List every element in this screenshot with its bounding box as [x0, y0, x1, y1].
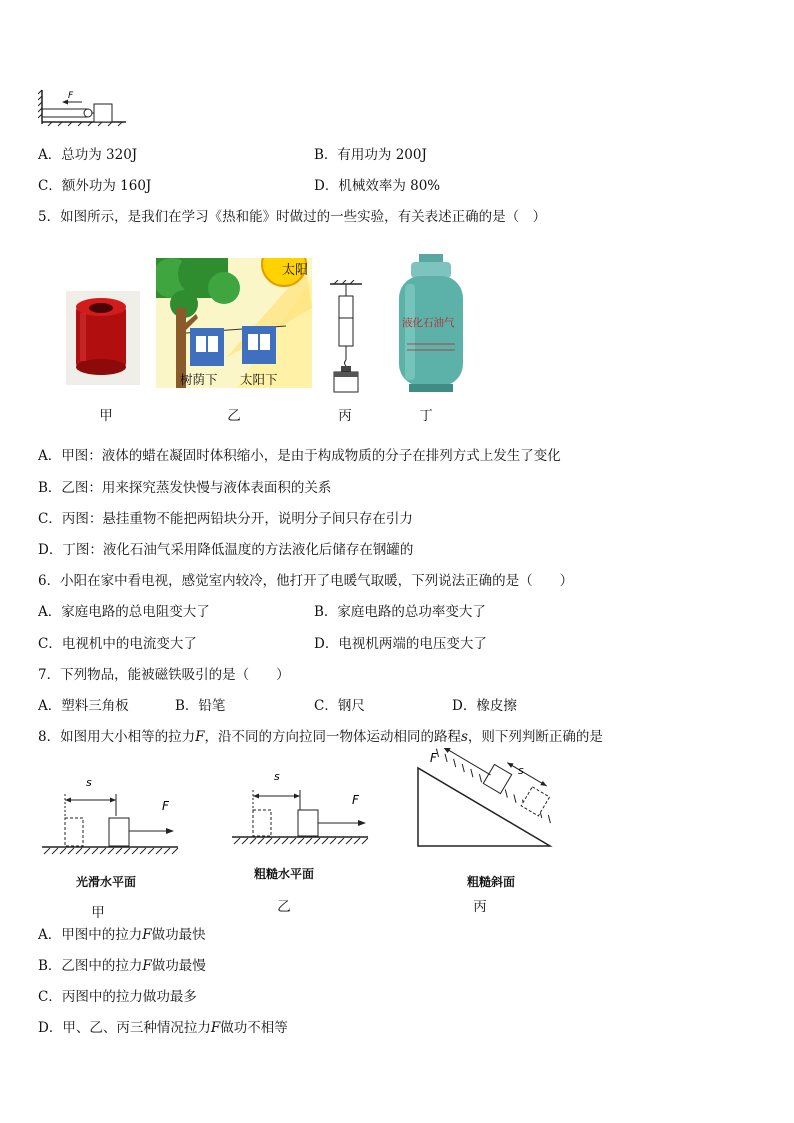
svg-text:s: s [274, 770, 280, 783]
rough-surface-figure [228, 762, 373, 852]
smooth-surface-figure [40, 770, 180, 860]
q4-option-a[interactable]: A．总功为 320J [38, 147, 138, 163]
q8-option-b[interactable]: B．乙图中的拉力F做功最慢 [38, 958, 206, 974]
q5-option-d[interactable]: D．丁图：液化石油气采用降低温度的方法液化后储存在钢罐的 [38, 542, 414, 558]
surface-label-smooth: 光滑水平面 [76, 875, 137, 889]
surface-label-rough: 粗糙水平面 [254, 867, 315, 881]
gas-tank-figure [397, 254, 465, 392]
sunlight-label: 太阳下 [240, 372, 278, 387]
q8-caption-bing: 丙 [473, 899, 487, 915]
q6-option-b[interactable]: B．家庭电路的总功率变大了 [314, 604, 486, 620]
q4-option-b[interactable]: B．有用功为 200J [314, 147, 427, 163]
q6-stem: 6．小阳在家中看电视，感觉室内较冷，他打开了电暖气取暖，下列说法正确的是（ ） [38, 573, 574, 589]
q6-option-c[interactable]: C．电视机中的电流变大了 [38, 636, 197, 652]
q7-option-b[interactable]: B．铅笔 [175, 698, 226, 714]
q8-stem: 8．如图用大小相等的拉力F，沿不同的方向拉同一物体运动相同的路程s，则下列判断正确的是 [38, 729, 603, 745]
tank-text: 液化石油气 [402, 317, 455, 329]
svg-text:F: F [352, 793, 359, 807]
q6-option-d[interactable]: D．电视机两端的电压变大了 [314, 636, 487, 652]
q7-option-d[interactable]: D．橡皮擦 [452, 698, 517, 714]
q5-option-a[interactable]: A．甲图：液体的蜡在凝固时体积缩小，是由于构成物质的分子在排列方式上发生了变化 [38, 448, 561, 464]
evaporation-figure [156, 258, 312, 388]
q5-stem: 5．如图所示，是我们在学习《热和能》时做过的一些实验，有关表述正确的是（ ） [38, 209, 547, 225]
lead-blocks-figure [326, 280, 366, 396]
q6-option-a[interactable]: A．家庭电路的总电阻变大了 [38, 604, 210, 620]
q4-option-c[interactable]: C．额外功为 160J [38, 178, 152, 194]
svg-text:F: F [162, 799, 169, 813]
surface-label-incline: 粗糙斜面 [467, 875, 516, 889]
q4-option-d[interactable]: D．机械效率为 80% [314, 178, 441, 194]
q5-option-b[interactable]: B．乙图：用来探究蒸发快慢与液体表面积的关系 [38, 480, 332, 496]
q7-option-c[interactable]: C．钢尺 [314, 698, 365, 714]
caption-bing: 丙 [338, 408, 352, 424]
caption-jia: 甲 [99, 408, 113, 424]
caption-ding: 丁 [419, 408, 433, 424]
shade-label: 树荫下 [180, 372, 218, 387]
sun-label: 太阳 [282, 263, 309, 278]
q8-option-a[interactable]: A．甲图中的拉力F做功最快 [38, 927, 206, 943]
q7-stem: 7．下列物品，能被磁铁吸引的是（ ） [38, 667, 290, 683]
q8-caption-jia: 甲 [91, 905, 105, 921]
q5-option-c[interactable]: C．丙图：悬挂重物不能把两铅块分开，说明分子间只存在引力 [38, 511, 413, 527]
q8-option-c[interactable]: C．丙图中的拉力做功最多 [38, 989, 197, 1005]
svg-text:F: F [430, 751, 437, 765]
svg-text:s: s [518, 764, 524, 777]
wax-cup-figure [66, 291, 140, 385]
pulley-force-label: F [68, 91, 74, 101]
rough-incline-figure [414, 748, 556, 850]
q8-caption-yi: 乙 [277, 899, 291, 915]
caption-yi: 乙 [227, 408, 241, 424]
svg-text:s: s [86, 776, 92, 789]
q8-option-d[interactable]: D．甲、乙、丙三种情况拉力F做功不相等 [38, 1020, 288, 1036]
pulley-figure [38, 88, 128, 128]
q7-option-a[interactable]: A．塑料三角板 [38, 698, 129, 714]
